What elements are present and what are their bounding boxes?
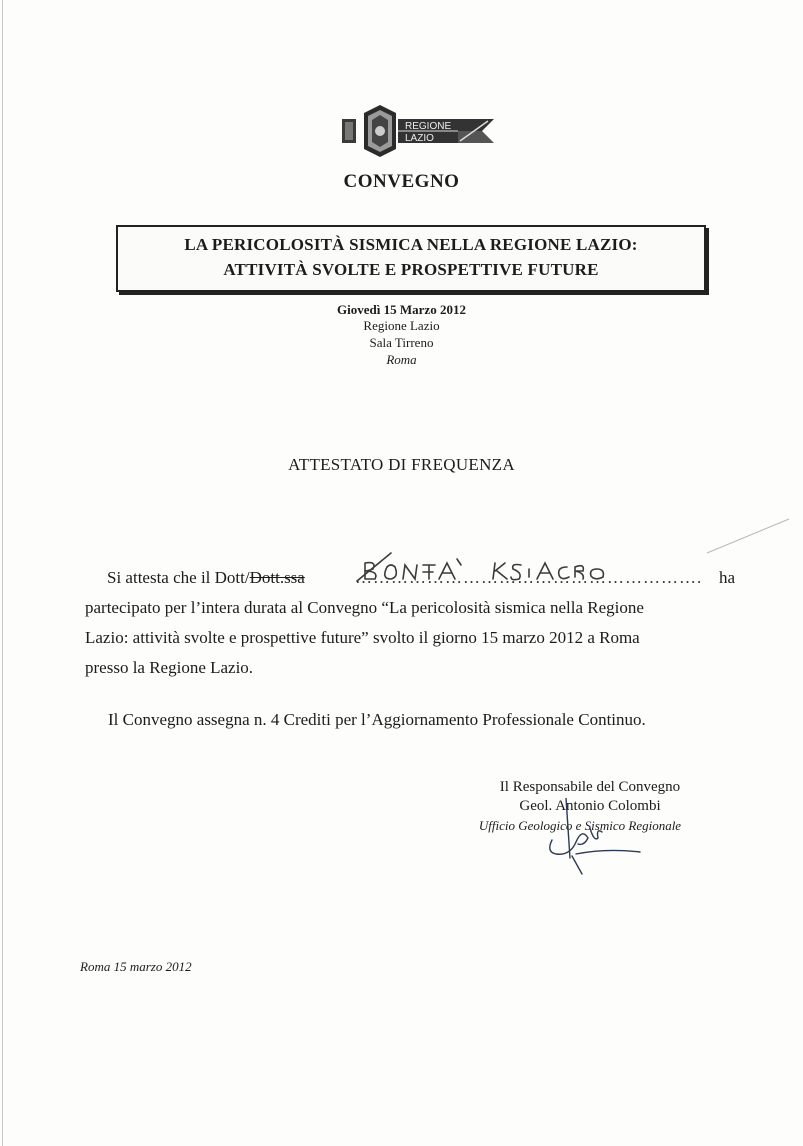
signatory-office: Ufficio Geologico e Sismico Regionale (478, 818, 682, 833)
signatory-name: Geol. Antonio Colombi (519, 798, 661, 814)
body-line-2: partecipato per l’intera durata al Convegno “La pericolosità sismica nella Regione (85, 598, 644, 617)
name-fill-dots: …………………………………………………. (355, 568, 703, 587)
body-line-4: presso la Regione Lazio. (85, 658, 254, 677)
event-city: Roma (386, 352, 417, 367)
event-venue-1: Regione Lazio (363, 318, 440, 333)
footer-place-date: Roma 15 marzo 2012 (80, 959, 192, 974)
body-suffix: ha (718, 568, 735, 587)
credits-sentence: Il Convegno assegna n. 4 Crediti per l’Aggiornamento Professionale Continuo. (108, 710, 646, 729)
conference-title-line1: LA PERICOLOSITÀ SISMICA NELLA REGIONE LAZIO: (184, 235, 638, 254)
event-venue-2: Sala Tirreno (369, 335, 434, 350)
struck-title: Dott.ssa (249, 568, 305, 587)
svg-text:LAZIO: LAZIO (405, 133, 434, 144)
svg-text:REGIONE: REGIONE (405, 121, 452, 132)
handwritten-signature (536, 798, 646, 878)
certificate-title: ATTESTATO DI FREQUENZA (288, 455, 515, 474)
body-line-1 (85, 563, 735, 593)
convegno-heading: CONVEGNO (343, 171, 460, 192)
conference-title-line2: ATTIVITÀ SVOLTE E PROSPETTIVE FUTURE (223, 260, 599, 279)
signatory-role: Il Responsabile del Convegno (499, 779, 681, 795)
conference-title-box (116, 225, 706, 292)
event-date: Giovedì 15 Marzo 2012 (337, 302, 466, 317)
body-prefix: Si attesta che il Dott/ (107, 568, 250, 587)
regione-lazio-logo (342, 105, 494, 157)
stray-pen-mark (703, 515, 793, 555)
certificate-body (85, 563, 735, 683)
body-line-3: Lazio: attività svolte e prospettive future” svolto il giorno 15 marzo 2012 a Roma (85, 628, 640, 647)
